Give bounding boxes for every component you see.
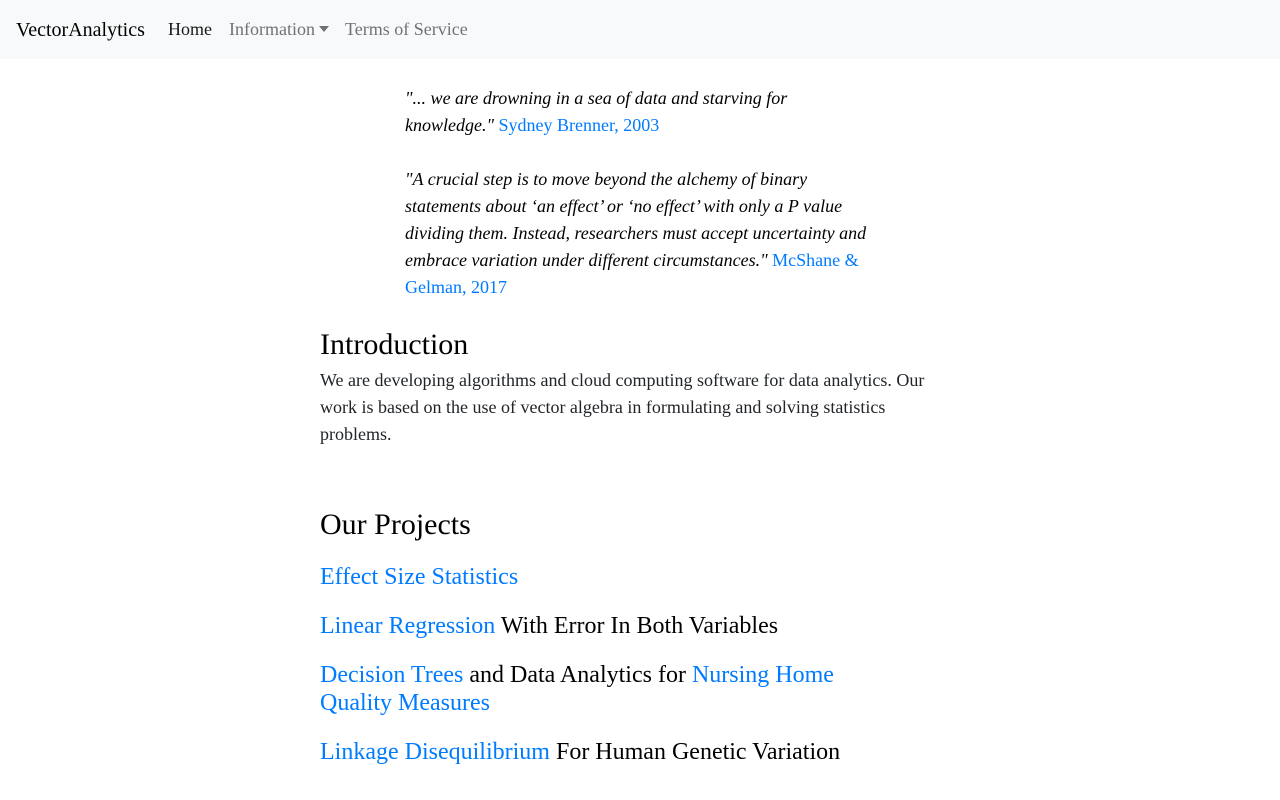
nav-terms-of-service[interactable]: Terms of Service — [345, 19, 468, 39]
introduction-heading: Introduction — [320, 328, 469, 361]
brand-link[interactable]: VectorAnalytics — [16, 19, 145, 41]
project-item — [320, 563, 880, 591]
project-item — [320, 612, 880, 640]
project-item — [320, 738, 880, 766]
nav-information-dropdown[interactable] — [229, 17, 329, 41]
chevron-down-icon — [319, 26, 329, 32]
projects-heading: Our Projects — [320, 508, 471, 541]
navbar — [0, 0, 1280, 59]
project-item — [320, 661, 880, 717]
project-link-linear-regression[interactable]: Linear Regression — [320, 613, 496, 639]
nav-information-label: Information — [229, 19, 315, 39]
project-description: For Human Genetic Variation — [555, 739, 841, 765]
quote-source-link[interactable]: Sydney Brenner, 2003 — [498, 115, 660, 135]
project-description: and Data Analytics for — [469, 662, 686, 688]
quote-mcshane-gelman — [405, 166, 875, 301]
project-link-nursing-home[interactable]: Nursing Home Quality Measures — [320, 662, 834, 716]
project-link-effect-size[interactable]: Effect Size Statistics — [320, 564, 519, 590]
introduction-text: We are developing algorithms and cloud computing software for data analytics. Our work is based on the use of vector algebra in formulating and solving statistics problems. — [320, 370, 925, 444]
quote-text: "... we are drowning in a sea of data and starving for knowledge." — [405, 88, 788, 135]
project-link-decision-trees[interactable]: Decision Trees — [320, 662, 464, 688]
quote-text: "A crucial step is to move beyond the alchemy of binary statements about ‘an effect’ or ‘no effect’ with only a P value dividing them. Instead, researchers must accept uncertainty and embrace variation under different circumstances." — [405, 169, 867, 270]
nav-home[interactable]: Home — [168, 19, 212, 39]
project-description: With Error In Both Variables — [500, 613, 779, 639]
quote-brenner — [405, 85, 875, 139]
quote-source-link[interactable]: McShane & Gelman, 2017 — [405, 250, 859, 297]
project-link-linkage-disequilibrium[interactable]: Linkage Disequilibrium — [320, 739, 550, 765]
projects-list — [320, 563, 880, 787]
quotes-section — [405, 85, 875, 328]
